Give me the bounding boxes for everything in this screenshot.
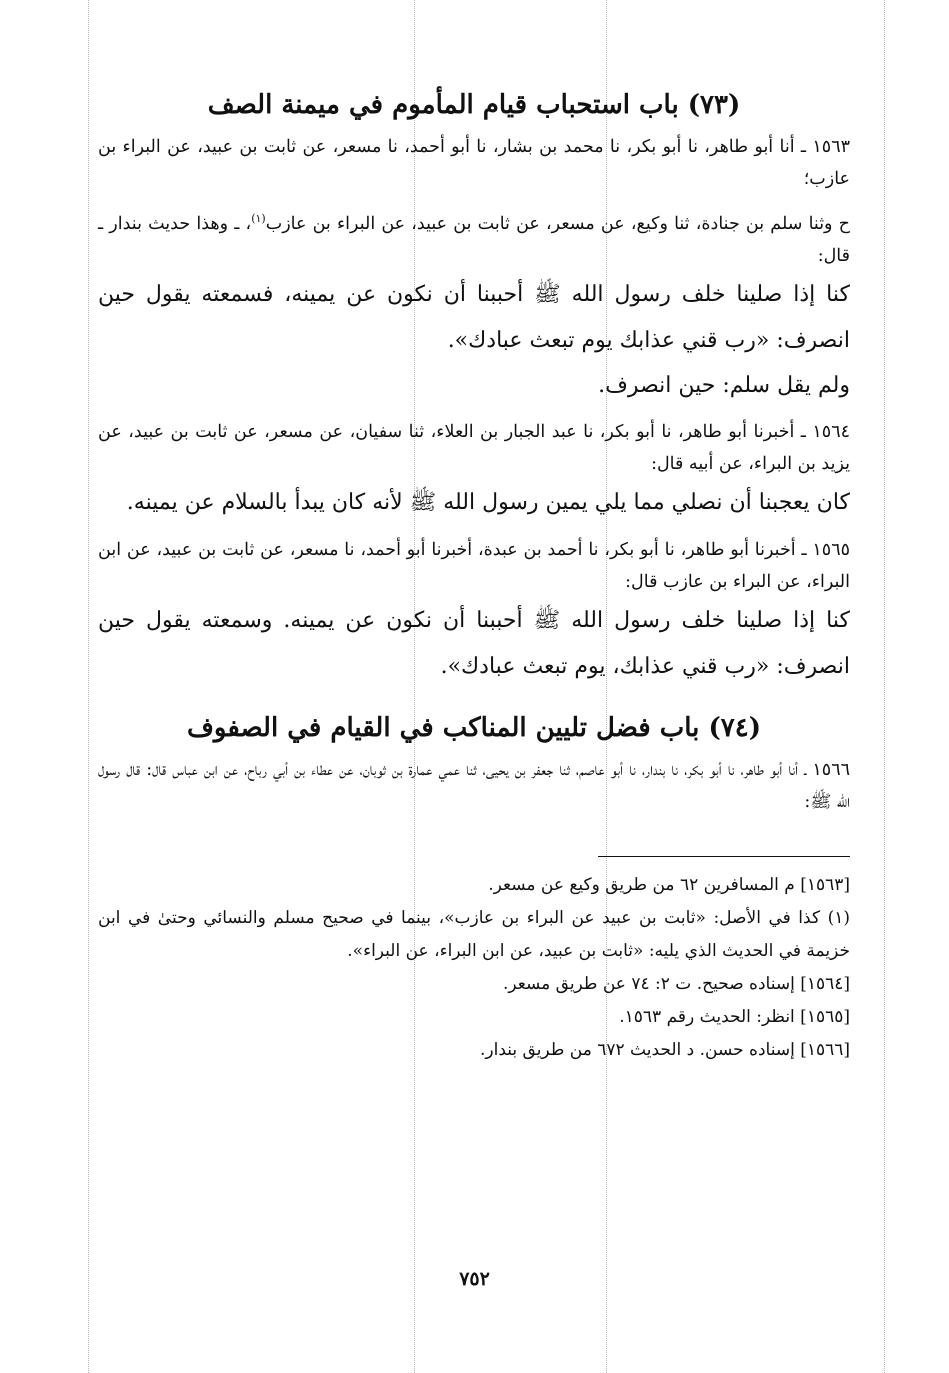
footnote-1563: [١٥٦٣] م المسافرين ٦٢ من طريق وكيع عن مسعر.: [488, 874, 850, 895]
chapter-heading-73: (٧٣) باب استحباب قيام المأموم في ميمنة الصف: [207, 90, 741, 120]
isnad-1566: ١٥٦٦ ـ أنا أبو طاهر، نا أبو بكر، نا بندار، نا أبو عاصم، ثنا جعفر بن يحيى، ثنا عمي عمارة بن ثوبان، عن عطاء بن أبي رباح، عن ابن عباس قال: قال رسول الله ﷺ:: [98, 759, 850, 812]
footnote-ref-1: (١): [251, 212, 266, 225]
book-page: [98, 85, 850, 1345]
footnote-1565: [١٥٦٥] انظر: الحديث رقم ١٥٦٣.: [619, 1006, 850, 1027]
isnad-1563-second-tail: ، ـ وهذا حديث بندار ـ قال:: [98, 213, 850, 266]
isnad-1563: ١٥٦٣ ـ أنا أبو طاهر، نا أبو بكر، نا محمد بن بشار، نا أبو أحمد، نا مسعر، عن ثابت بن عبيد، عن البراء بن عازب؛: [98, 137, 850, 189]
footnote-1564: [١٥٦٤] إسناده صحيح. ت ٢: ٧٤ عن طريق مسعر.: [502, 973, 850, 994]
isnad-1564: ١٥٦٤ ـ أخبرنا أبو طاهر، نا أبو بكر، نا عبد الجبار بن العلاء، ثنا سفيان، عن مسعر، عن ثابت بن عبيد، عن يزيد بن البراء، عن أبيه قال:: [98, 421, 850, 474]
chapter-heading-74: (٧٤) باب فضل تليين المناكب في القيام في الصفوف: [186, 712, 762, 743]
isnad-1565: ١٥٦٥ ـ أخبرنا أبو طاهر، نا أبو بكر، نا أحمد بن عبدة، أخبرنا أبو أحمد، نا مسعر، عن ثابت بن عبيد، عن ابن البراء، عن البراء بن عازب قال:: [98, 539, 850, 592]
matn-1565: كنا إذا صلينا خلف رسول الله ﷺ أحببنا أن نكون عن يمينه. وسمعته يقول حين انصرف: «رب قني عذابك، يوم تبعث عبادك».: [98, 607, 850, 679]
guide-line-left: [88, 0, 89, 1373]
isnad-1563-second: [98, 203, 850, 272]
guide-line-right: [884, 0, 885, 1373]
footnote-separator: [598, 856, 850, 857]
isnad-1563-second-text: ح وثنا سلم بن جنادة، ثنا وكيع، عن مسعر، عن ثابت بن عبيد، عن البراء بن عازب: [265, 213, 850, 234]
page-number: ٧٥٢: [459, 1268, 490, 1290]
footnote-1566: [١٥٦٦] إسناده حسن. د الحديث ٦٧٢ من طريق بندار.: [480, 1039, 850, 1060]
matn-1563: كنا إذا صلينا خلف رسول الله ﷺ أحببنا أن نكون عن يمينه، فسمعته يقول حين انصرف: «رب قني عذابك يوم تبعث عبادك».: [98, 281, 850, 353]
matn-1564: كان يعجبنا أن نصلي مما يلي يمين رسول الله ﷺ لأنه كان يبدأ بالسلام عن يمينه.: [126, 489, 850, 515]
matn-1563-note: ولم يقل سلم: حين انصرف.: [598, 372, 850, 398]
footnote-1: (١) كذا في الأصل: «ثابت بن عبيد عن البراء بن عازب»، بينما في صحيح مسلم والنسائي وحتىٰ في ابن خزيمة في الحديث الذي يليه: «ثابت بن عبيد، عن ابن البراء، عن البراء».: [98, 907, 850, 961]
